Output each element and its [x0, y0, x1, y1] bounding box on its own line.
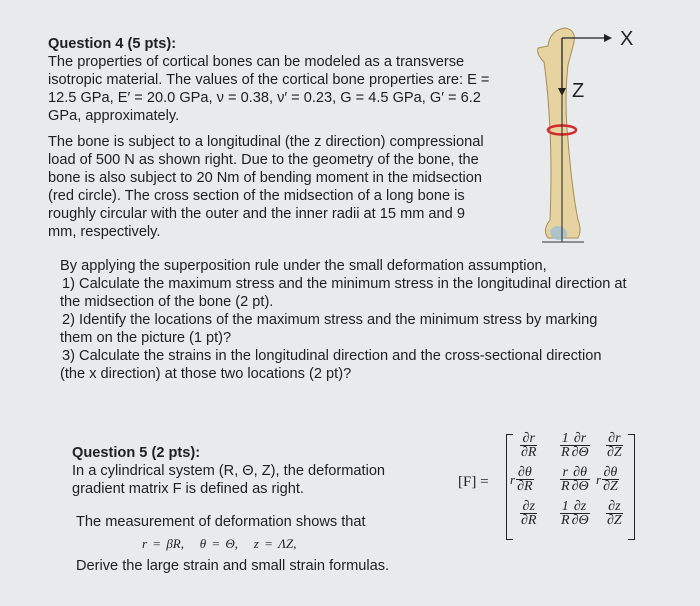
matrix-label: [F] =	[458, 474, 489, 490]
matrix-cell	[560, 500, 590, 527]
matrix-cell	[596, 466, 619, 493]
q4-text-line: The properties of cortical bones can be modeled as a transverse	[48, 54, 465, 70]
matrix-cell	[606, 432, 623, 459]
coefficient	[560, 432, 571, 459]
numerator: ∂r	[573, 431, 587, 446]
denominator: ∂Θ	[571, 479, 589, 494]
q5-measurement: The measurement of deformation shows that	[76, 514, 366, 530]
denominator: ∂Θ	[571, 513, 589, 528]
matrix-cell	[560, 466, 590, 493]
partial-derivative	[606, 500, 623, 527]
q5-text-line: gradient matrix F is defined as right.	[72, 481, 304, 497]
q4-text-line: isotropic material. The values of the cortical bone properties are: E =	[48, 72, 490, 88]
coef-den: R	[561, 445, 570, 460]
numerator: ∂θ	[603, 465, 618, 480]
numerator: ∂r	[608, 431, 621, 446]
coef-num: 1	[561, 431, 569, 446]
q4-text-line: By applying the superposition rule under the small deformation assumption,	[60, 258, 547, 274]
coef-den: R	[561, 479, 570, 494]
coefficient	[560, 500, 571, 527]
partial-derivative	[571, 466, 590, 493]
numerator: ∂θ	[517, 465, 532, 480]
partial-derivative	[516, 466, 533, 493]
matrix-cell	[510, 466, 534, 493]
q4-text-line: GPa, approximately.	[48, 108, 180, 124]
q4-paragraph-2	[48, 133, 484, 241]
coef-num: r	[562, 465, 568, 480]
q4-text-line: them on the picture (1 pt)?	[60, 330, 232, 346]
q4-text-line: bone is also subject to 20 Nm of bending moment in the midsection	[48, 170, 483, 186]
q4-subquestion-2: 2) Identify the locations of the maximum stress and the minimum stress by marking	[62, 312, 598, 328]
q5-equation: r = βR, θ = Θ, z = ΛZ,	[142, 536, 297, 551]
z-axis-label: Z	[572, 80, 585, 102]
partial-derivative	[520, 432, 537, 459]
denominator: ∂R	[517, 479, 533, 494]
q4-subquestion-3: 3) Calculate the strains in the longitudinal direction and the cross-sectional direction	[62, 348, 602, 364]
x-arrow-icon	[604, 34, 612, 42]
prefactor: r	[510, 471, 516, 487]
q5-title: Question 5 (2 pts):	[72, 445, 201, 461]
question-5	[72, 444, 385, 498]
numerator: ∂θ	[573, 465, 587, 480]
question-4	[48, 35, 489, 125]
matrix-cell	[520, 500, 537, 527]
q5-text-line: In a cylindrical system (R, Θ, Z), the deformation	[72, 463, 386, 479]
numerator: ∂z	[608, 499, 621, 514]
partial-derivative	[606, 432, 623, 459]
partial-derivative	[571, 432, 590, 459]
coefficient	[560, 466, 571, 493]
numerator: ∂z	[522, 499, 535, 514]
q4-text-line: (red circle). The cross section of the midsection of a long bone is	[48, 188, 465, 204]
bone-figure	[520, 20, 660, 250]
prefactor: r	[596, 471, 602, 487]
partial-derivative	[602, 466, 619, 493]
denominator: ∂Z	[603, 479, 618, 494]
q4-subquestion-1: 1) Calculate the maximum stress and the minimum stress in the longitudinal direction at	[62, 276, 627, 292]
partial-derivative	[520, 500, 537, 527]
x-axis-label: X	[620, 28, 634, 50]
q4-text-line: mm, respectively.	[48, 224, 161, 240]
numerator: ∂z	[573, 499, 587, 514]
q4-paragraph-3	[60, 257, 627, 383]
q4-title: Question 4 (5 pts):	[48, 36, 177, 52]
deformation-gradient-matrix	[458, 428, 638, 540]
matrix-cell	[520, 432, 537, 459]
partial-derivative	[571, 500, 590, 527]
coef-den: R	[561, 513, 570, 528]
coef-num: 1	[561, 499, 569, 514]
matrix-cell	[606, 500, 623, 527]
denominator: ∂Z	[607, 445, 622, 460]
q4-text-line: (the x direction) at those two locations (2 pt)?	[60, 366, 352, 382]
right-bracket	[628, 434, 635, 540]
denominator: ∂R	[521, 513, 537, 528]
q4-text-line: load of 500 N as shown right. Due to the geometry of the bone, the	[48, 152, 479, 168]
q5-task: Derive the large strain and small strain formulas.	[76, 558, 390, 574]
q4-text-line: the midsection of the bone (2 pt).	[60, 294, 274, 310]
denominator: ∂Z	[607, 513, 622, 528]
q4-text-line: The bone is subject to a longitudinal (the z direction) compressional	[48, 134, 484, 150]
denominator: ∂Θ	[571, 445, 589, 460]
denominator: ∂R	[521, 445, 537, 460]
q4-text-line: 12.5 GPa, E′ = 20.0 GPa, ν = 0.38, ν′ = 0.23, G = 4.5 GPa, G′ = 6.2	[48, 90, 481, 106]
matrix-cell	[560, 432, 590, 459]
numerator: ∂r	[522, 431, 535, 446]
q4-text-line: roughly circular with the outer and the inner radii at 15 mm and 9	[48, 206, 465, 222]
